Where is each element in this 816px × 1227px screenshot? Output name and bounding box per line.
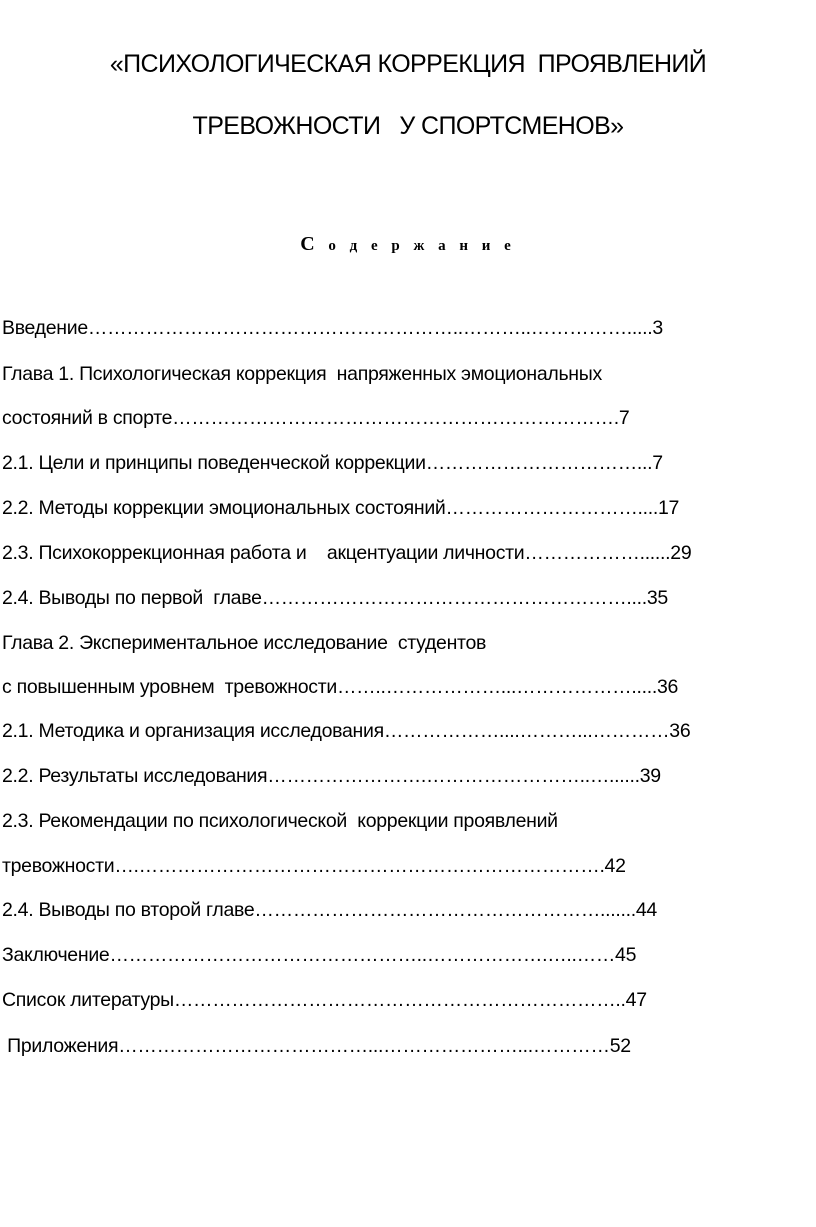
toc-entry-2-4: 2.4. Выводы по второй главе……………………………………………….......44 [2,899,657,921]
toc-entry-conclusion: Заключение…………………………………………..……………….…..……45 [2,944,637,966]
toc-entry-2-2: 2.2. Результаты исследования…………………….……………………..…......39 [2,765,661,787]
toc-entry-2-1: 2.1. Методика и организация исследования………………....………...…………36 [2,720,691,742]
document-title-line-1: «ПСИХОЛОГИЧЕСКАЯ КОРРЕКЦИЯ ПРОЯВЛЕНИЙ [109,50,707,78]
toc-entry-chapter-1-cont: состояний в спорте…………………………………………………………….7 [2,407,630,429]
toc-entry-1-4: 2.4. Выводы по первой главе…………………………………………………....35 [2,587,668,609]
document-title-line-2: ТРЕВОЖНОСТИ У СПОРТСМЕНОВ» [192,112,624,140]
toc-entry-chapter-2-cont: с повышенным уровнем тревожности……..………………...……………….....36 [2,676,679,698]
contents-heading-initial: С [300,233,320,255]
toc-entry-introduction: Введение…………………………………………………..………..…………….....3 [2,317,663,339]
toc-entry-references: Список литературы……………………………………………………………..47 [2,989,647,1011]
toc-entry-2-3: 2.3. Рекомендации по психологической коррекции проявлений [2,810,558,832]
contents-heading-rest: о д е р ж а н и е [319,238,516,254]
toc-entry-chapter-1: Глава 1. Психологическая коррекция напряженных эмоциональных [2,363,602,385]
contents-heading [0,233,816,256]
toc-entry-2-3-cont: тревожности….……………………………………………………………….42 [2,855,626,877]
toc-entry-chapter-2: Глава 2. Экспериментальное исследование студентов [2,632,487,654]
toc-entry-1-2: 2.2. Методы коррекции эмоциональных состояний…………………………....17 [2,497,680,519]
toc-entry-1-3: 2.3. Психокоррекционная работа и акцентуации личности………………......29 [2,542,692,564]
toc-entry-appendices: Приложения…………………………………...…………………...…………52 [2,1035,631,1057]
toc-entry-1-1: 2.1. Цели и принципы поведенческой коррекции……………………………...7 [2,452,663,474]
